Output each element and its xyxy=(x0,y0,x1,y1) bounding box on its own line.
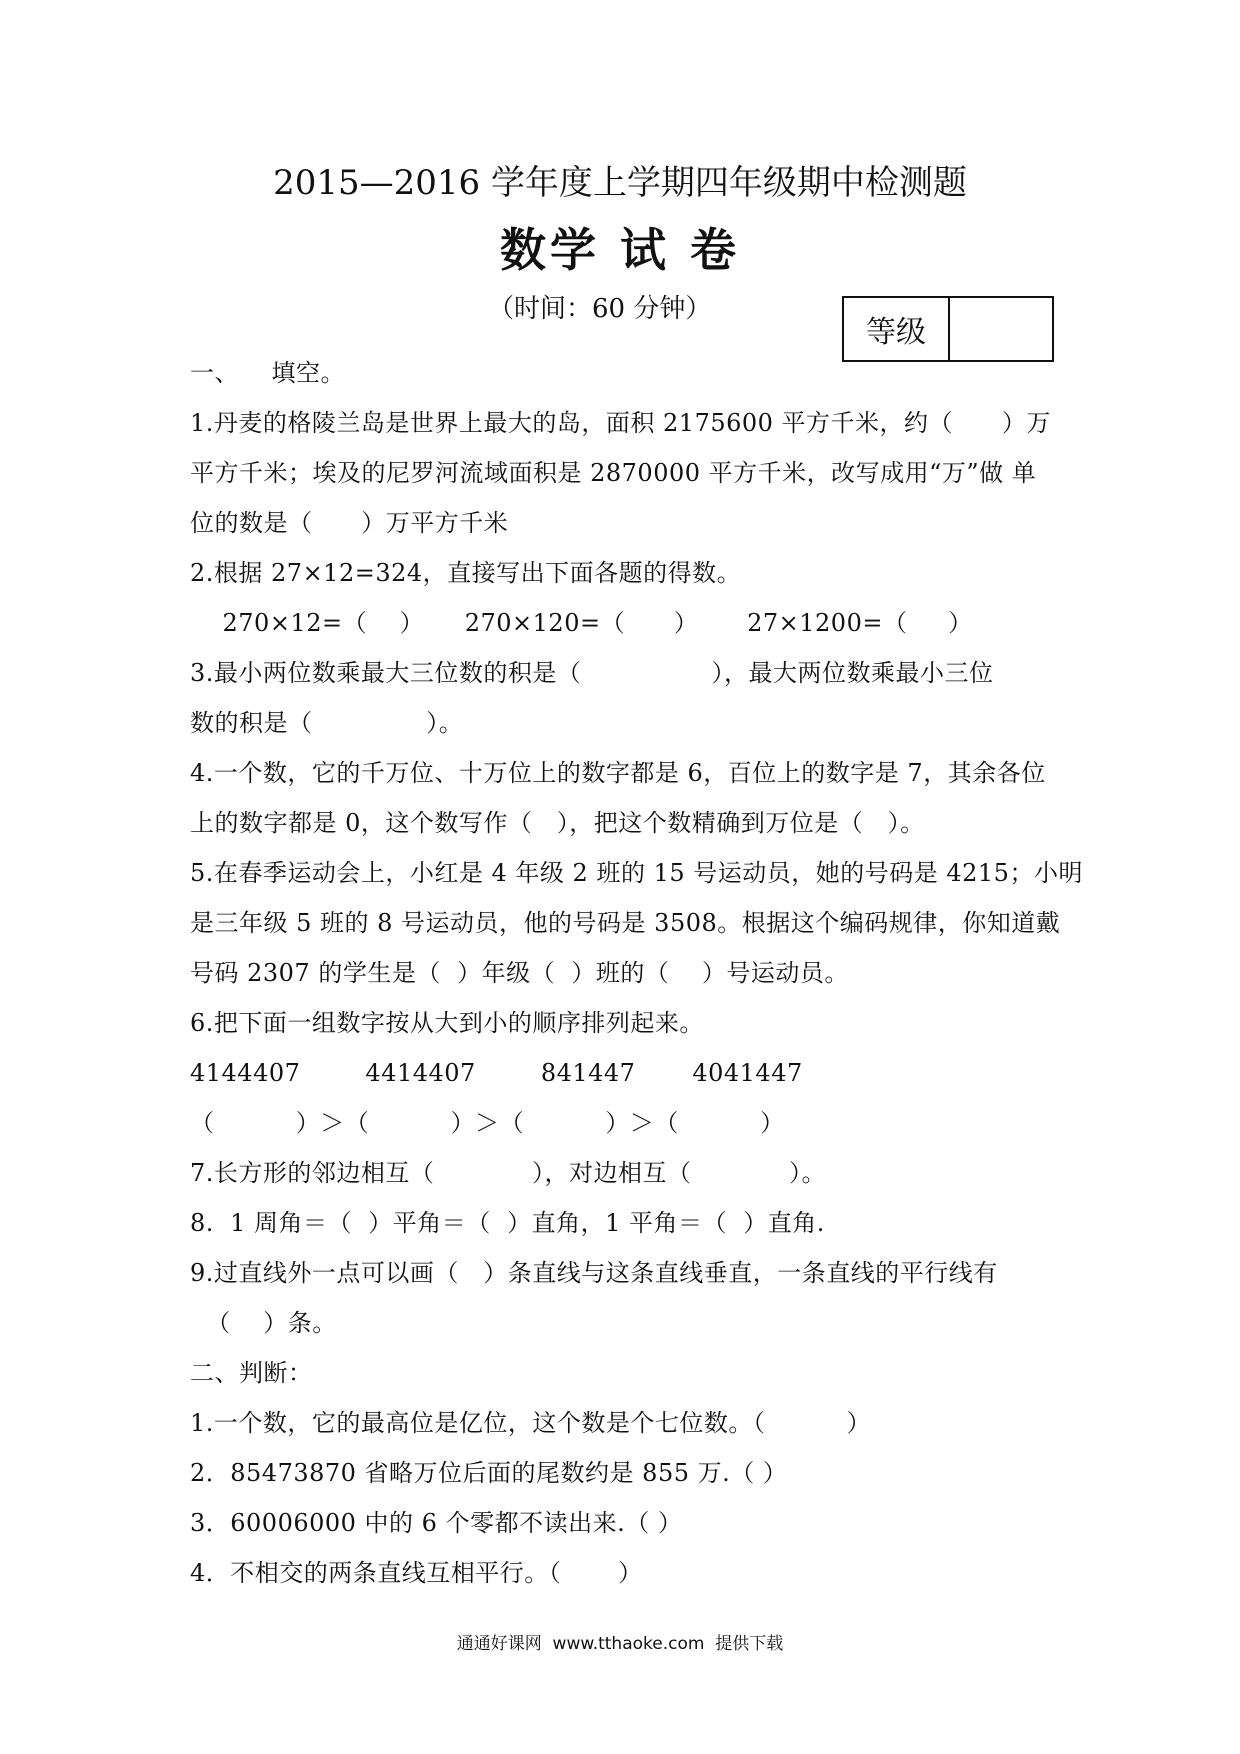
question-line: （ ）＞（ ）＞（ ）＞（ ） xyxy=(190,1109,785,1137)
subject-title: 数学 试 卷 xyxy=(499,223,741,277)
question-line: 5.在春季运动会上，小红是 4 年级 2 班的 15 号运动员，她的号码是 4215；小明 xyxy=(190,859,1083,887)
question-line: 270×12=（ ） 270×120=（ ） 27×1200=（ ） xyxy=(190,609,973,637)
question-line: 数的积是（ ）。 xyxy=(190,709,464,737)
question-line: 2．85473870 省略万位后面的尾数约是 855 万.（ ） xyxy=(190,1459,788,1487)
grade-label: 等级 xyxy=(844,298,950,360)
question-line: 上的数字都是 0，这个数写作（ ），把这个数精确到万位是（ ）。 xyxy=(190,809,925,837)
question-line: 4.一个数，它的千万位、十万位上的数字都是 6，百位上的数字是 7，其余各位 xyxy=(190,759,1046,787)
section-heading-fill-in: 一、 填空。 xyxy=(190,359,346,387)
question-line: 4144407 4414407 841447 4041447 xyxy=(190,1059,803,1087)
question-line: 2.根据 27×12=324，直接写出下面各题的得数。 xyxy=(190,559,742,587)
question-line: （ ）条。 xyxy=(190,1309,337,1337)
question-line: 1.丹麦的格陵兰岛是世界上最大的岛，面积 2175600 平方千米，约（ ）万 xyxy=(190,409,1051,437)
grade-value xyxy=(950,298,1052,360)
question-line: 7.长方形的邻边相互（ ），对边相互（ ）。 xyxy=(190,1159,826,1187)
time-note: （时间：60 分钟） xyxy=(488,294,712,324)
grade-box xyxy=(842,296,1054,362)
question-line: 1.一个数，它的最高位是亿位，这个数是个七位数。（ ） xyxy=(190,1409,872,1437)
question-line: 3.最小两位数乘最大三位数的积是（ ），最大两位数乘最小三位 xyxy=(190,659,994,687)
exam-title: 2015—2016 学年度上学期四年级期中检测题 xyxy=(273,163,967,203)
question-line: 是三年级 5 班的 8 号运动员，他的号码是 3508。根据这个编码规律，你知道戴 xyxy=(190,909,1061,937)
question-line: 3．60006000 中的 6 个零都不读出来.（ ） xyxy=(190,1509,683,1537)
section-heading-judgement: 二、判断： xyxy=(190,1359,313,1387)
question-line: 9.过直线外一点可以画（ ）条直线与这条直线垂直，一条直线的平行线有 xyxy=(190,1259,998,1287)
footer-download-note: 通通好课网 www.tthaoke.com 提供下载 xyxy=(456,1634,784,1654)
question-line: 号码 2307 的学生是（ ）年级（ ）班的（ ）号运动员。 xyxy=(190,959,849,987)
question-line: 8. 1 周角＝（ ）平角＝（ ）直角，1 平角＝（ ）直角. xyxy=(190,1209,825,1237)
question-line: 6.把下面一组数字按从大到小的顺序排列起来。 xyxy=(190,1009,704,1037)
question-line: 位的数是（ ）万平方千米 xyxy=(190,509,509,537)
question-line: 平方千米；埃及的尼罗河流域面积是 2870000 平方千米，改写成用“万”做 单 xyxy=(190,459,1037,487)
question-line: 4．不相交的两条直线互相平行。（ ） xyxy=(190,1559,643,1587)
